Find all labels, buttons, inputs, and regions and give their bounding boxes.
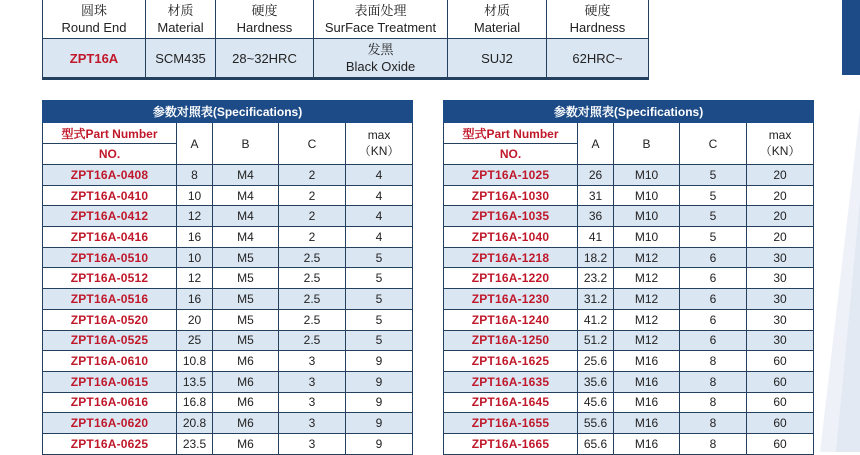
a-cell: 55.6 <box>578 413 614 434</box>
part-number-cell: ZPT16A-0525 <box>43 330 177 351</box>
table-row <box>444 206 814 227</box>
b-cell: M6 <box>213 413 279 434</box>
material-value-material <box>146 39 216 79</box>
header-en: Material <box>157 20 204 35</box>
c-cell: 3 <box>279 371 346 392</box>
decorative-edge <box>820 0 860 452</box>
table-row <box>43 289 413 310</box>
material-header-material <box>146 0 216 39</box>
part-number-cell: ZPT16A-1635 <box>444 371 578 392</box>
max-cell: 5 <box>346 268 413 289</box>
table-row <box>444 351 814 372</box>
table-row <box>444 413 814 434</box>
c-cell: 5 <box>680 165 747 186</box>
c-cell: 2 <box>279 165 346 186</box>
header-en: Hardness <box>569 20 626 35</box>
table-row <box>444 392 814 413</box>
part-number-cell: ZPT16A-1665 <box>444 433 578 454</box>
table-row <box>43 206 413 227</box>
material-header-round-end <box>43 0 146 39</box>
col-max-header <box>747 123 814 165</box>
table-row <box>43 433 413 454</box>
c-cell: 2 <box>279 206 346 227</box>
table-row <box>43 351 413 372</box>
b-cell: M10 <box>614 227 680 248</box>
a-cell: 35.6 <box>578 371 614 392</box>
b-cell: M6 <box>213 351 279 372</box>
max-cell: 60 <box>747 413 814 434</box>
max-cell: 30 <box>747 330 814 351</box>
a-cell: 41 <box>578 227 614 248</box>
b-cell: M10 <box>614 185 680 206</box>
max-cell: 60 <box>747 371 814 392</box>
b-cell: M5 <box>213 330 279 351</box>
b-cell: M5 <box>213 268 279 289</box>
b-cell: M5 <box>213 289 279 310</box>
spec-table-title: 参数对照表(Specifications) <box>444 101 814 123</box>
max-cell: 30 <box>747 309 814 330</box>
a-cell: 31 <box>578 185 614 206</box>
max-cell: 60 <box>747 351 814 372</box>
table-row <box>444 433 814 454</box>
max-cell: 4 <box>346 185 413 206</box>
table-row <box>444 268 814 289</box>
table-row <box>43 309 413 330</box>
table-row <box>444 289 814 310</box>
b-cell: M16 <box>614 392 680 413</box>
value-line1: SUJ2 <box>481 50 513 66</box>
c-cell: 8 <box>680 351 747 372</box>
c-cell: 5 <box>680 185 747 206</box>
b-cell: M5 <box>213 247 279 268</box>
b-cell: M6 <box>213 392 279 413</box>
b-cell: M12 <box>614 330 680 351</box>
part-number-cell: ZPT16A-1025 <box>444 165 578 186</box>
c-cell: 3 <box>279 351 346 372</box>
max-cell: 5 <box>346 330 413 351</box>
table-row <box>43 185 413 206</box>
table-row <box>43 165 413 186</box>
a-cell: 20.8 <box>177 413 213 434</box>
value-line1: 发黑 <box>367 42 394 57</box>
a-cell: 10 <box>177 185 213 206</box>
a-cell: 31.2 <box>578 289 614 310</box>
c-cell: 6 <box>680 268 747 289</box>
col-b-header: B <box>614 123 680 165</box>
b-cell: M4 <box>213 206 279 227</box>
header-cn: 材质 <box>483 3 510 18</box>
a-cell: 36 <box>578 206 614 227</box>
b-cell: M16 <box>614 371 680 392</box>
spec-table-right <box>443 100 814 455</box>
b-cell: M12 <box>614 268 680 289</box>
table-row <box>43 268 413 289</box>
table-row <box>43 392 413 413</box>
c-cell: 5 <box>680 227 747 248</box>
c-cell: 2 <box>279 185 346 206</box>
c-cell: 8 <box>680 392 747 413</box>
c-cell: 2.5 <box>279 309 346 330</box>
table-row <box>43 330 413 351</box>
header-cn: 材质 <box>167 3 194 18</box>
table-row <box>444 185 814 206</box>
material-header-hardness-2 <box>547 0 649 39</box>
part-number-cell: ZPT16A-0510 <box>43 247 177 268</box>
header-en: Material <box>473 20 521 35</box>
part-number-cell: ZPT16A-1645 <box>444 392 578 413</box>
material-value-hardness-2 <box>547 39 649 79</box>
a-cell: 25.6 <box>578 351 614 372</box>
max-cell: 20 <box>747 227 814 248</box>
part-number-cell: ZPT16A-1240 <box>444 309 578 330</box>
part-number-cell: ZPT16A-0416 <box>43 227 177 248</box>
max-cell: 9 <box>346 433 413 454</box>
header-cn: 表面处理 <box>354 3 407 18</box>
part-number-cell: ZPT16A-1030 <box>444 185 578 206</box>
a-cell: 12 <box>177 268 213 289</box>
c-cell: 6 <box>680 330 747 351</box>
part-number-cell: ZPT16A-1035 <box>444 206 578 227</box>
col-c-header: C <box>279 123 346 165</box>
a-cell: 12 <box>177 206 213 227</box>
a-cell: 65.6 <box>578 433 614 454</box>
table-row <box>444 371 814 392</box>
a-cell: 51.2 <box>578 330 614 351</box>
max-cell: 20 <box>747 206 814 227</box>
c-cell: 2.5 <box>279 289 346 310</box>
b-cell: M10 <box>614 165 680 186</box>
a-cell: 10 <box>177 247 213 268</box>
part-number-cell: ZPT16A-0615 <box>43 371 177 392</box>
value-line1: ZPT16A <box>69 50 119 66</box>
a-cell: 20 <box>177 309 213 330</box>
part-number-cell: ZPT16A-0610 <box>43 351 177 372</box>
a-cell: 8 <box>177 165 213 186</box>
a-cell: 23.5 <box>177 433 213 454</box>
material-value-material-2 <box>448 39 547 79</box>
header-en: SurFace Treatment <box>324 20 437 35</box>
part-number-header: 型式Part Number <box>444 123 578 144</box>
b-cell: M16 <box>614 351 680 372</box>
table-row <box>43 413 413 434</box>
value-line1: 28~32HRC <box>232 50 297 66</box>
material-header-row <box>43 0 649 39</box>
max-cell: 30 <box>747 289 814 310</box>
max-cell: 5 <box>346 247 413 268</box>
part-number-cell: ZPT16A-0512 <box>43 268 177 289</box>
material-header-surface-treatment <box>314 0 448 39</box>
b-cell: M4 <box>213 185 279 206</box>
max-cell: 4 <box>346 165 413 186</box>
a-cell: 26 <box>578 165 614 186</box>
max-cell: 5 <box>346 309 413 330</box>
col-max-label: max <box>768 128 792 142</box>
table-row <box>444 309 814 330</box>
max-cell: 5 <box>346 289 413 310</box>
max-cell: 9 <box>346 392 413 413</box>
b-cell: M4 <box>213 227 279 248</box>
a-cell: 25 <box>177 330 213 351</box>
c-cell: 5 <box>680 206 747 227</box>
max-cell: 9 <box>346 371 413 392</box>
col-max-header <box>346 123 413 165</box>
a-cell: 18.2 <box>578 247 614 268</box>
part-number-cell: ZPT16A-1218 <box>444 247 578 268</box>
material-header-hardness <box>216 0 314 39</box>
part-number-cell: ZPT16A-1040 <box>444 227 578 248</box>
material-table <box>42 0 649 80</box>
max-cell: 4 <box>346 206 413 227</box>
part-number-cell: ZPT16A-0412 <box>43 206 177 227</box>
spec-table-title: 参数对照表(Specifications) <box>43 101 413 123</box>
material-value-surface-treatment <box>314 39 448 79</box>
header-en: Hardness <box>236 20 293 35</box>
part-number-header-no: NO. <box>444 144 578 165</box>
c-cell: 3 <box>279 392 346 413</box>
header-cn: 硬度 <box>584 3 611 18</box>
value-line2: Black Oxide <box>345 59 416 74</box>
table-row <box>444 165 814 186</box>
col-b-header: B <box>213 123 279 165</box>
value-line1: SCM435 <box>155 50 206 66</box>
a-cell: 16 <box>177 227 213 248</box>
material-value-row <box>43 39 649 79</box>
part-number-cell: ZPT16A-0408 <box>43 165 177 186</box>
c-cell: 6 <box>680 309 747 330</box>
spec-table-left <box>42 100 413 455</box>
material-header-material-2 <box>448 0 547 39</box>
table-row <box>444 247 814 268</box>
part-number-header: 型式Part Number <box>43 123 177 144</box>
b-cell: M6 <box>213 433 279 454</box>
a-cell: 16.8 <box>177 392 213 413</box>
table-row <box>444 330 814 351</box>
c-cell: 3 <box>279 413 346 434</box>
part-number-cell: ZPT16A-1625 <box>444 351 578 372</box>
col-a-header: A <box>177 123 213 165</box>
part-number-cell: ZPT16A-0520 <box>43 309 177 330</box>
a-cell: 41.2 <box>578 309 614 330</box>
max-cell: 60 <box>747 433 814 454</box>
b-cell: M6 <box>213 371 279 392</box>
material-value-hardness <box>216 39 314 79</box>
a-cell: 23.2 <box>578 268 614 289</box>
c-cell: 8 <box>680 371 747 392</box>
max-cell: 20 <box>747 165 814 186</box>
max-cell: 4 <box>346 227 413 248</box>
material-value-round-end <box>43 39 146 79</box>
max-cell: 9 <box>346 351 413 372</box>
a-cell: 13.5 <box>177 371 213 392</box>
a-cell: 16 <box>177 289 213 310</box>
c-cell: 2.5 <box>279 247 346 268</box>
c-cell: 8 <box>680 433 747 454</box>
c-cell: 6 <box>680 247 747 268</box>
part-number-cell: ZPT16A-0516 <box>43 289 177 310</box>
c-cell: 3 <box>279 433 346 454</box>
c-cell: 6 <box>680 289 747 310</box>
max-cell: 30 <box>747 247 814 268</box>
b-cell: M16 <box>614 413 680 434</box>
table-row <box>43 227 413 248</box>
col-c-header: C <box>680 123 747 165</box>
table-row <box>43 247 413 268</box>
col-a-header: A <box>578 123 614 165</box>
header-en: Round End <box>61 20 127 35</box>
value-line1: 62HRC~ <box>572 50 623 66</box>
c-cell: 2 <box>279 227 346 248</box>
max-cell: 30 <box>747 268 814 289</box>
max-cell: 60 <box>747 392 814 413</box>
b-cell: M5 <box>213 309 279 330</box>
col-max-unit: （KN） <box>358 144 400 158</box>
part-number-cell: ZPT16A-1250 <box>444 330 578 351</box>
b-cell: M4 <box>213 165 279 186</box>
header-cn: 硬度 <box>251 3 278 18</box>
c-cell: 2.5 <box>279 268 346 289</box>
part-number-cell: ZPT16A-0620 <box>43 413 177 434</box>
a-cell: 45.6 <box>578 392 614 413</box>
part-number-cell: ZPT16A-1220 <box>444 268 578 289</box>
b-cell: M12 <box>614 289 680 310</box>
b-cell: M12 <box>614 309 680 330</box>
part-number-cell: ZPT16A-0410 <box>43 185 177 206</box>
part-number-cell: ZPT16A-0625 <box>43 433 177 454</box>
table-row <box>43 371 413 392</box>
header-cn: 圆珠 <box>80 3 107 18</box>
b-cell: M10 <box>614 206 680 227</box>
max-cell: 20 <box>747 185 814 206</box>
part-number-cell: ZPT16A-1230 <box>444 289 578 310</box>
col-max-unit: （KN） <box>759 144 801 158</box>
b-cell: M12 <box>614 247 680 268</box>
part-number-cell: ZPT16A-0616 <box>43 392 177 413</box>
c-cell: 8 <box>680 413 747 434</box>
part-number-cell: ZPT16A-1655 <box>444 413 578 434</box>
a-cell: 10.8 <box>177 351 213 372</box>
c-cell: 2.5 <box>279 330 346 351</box>
part-number-header-no: NO. <box>43 144 177 165</box>
col-max-label: max <box>367 128 391 142</box>
b-cell: M16 <box>614 433 680 454</box>
max-cell: 9 <box>346 413 413 434</box>
table-row <box>444 227 814 248</box>
